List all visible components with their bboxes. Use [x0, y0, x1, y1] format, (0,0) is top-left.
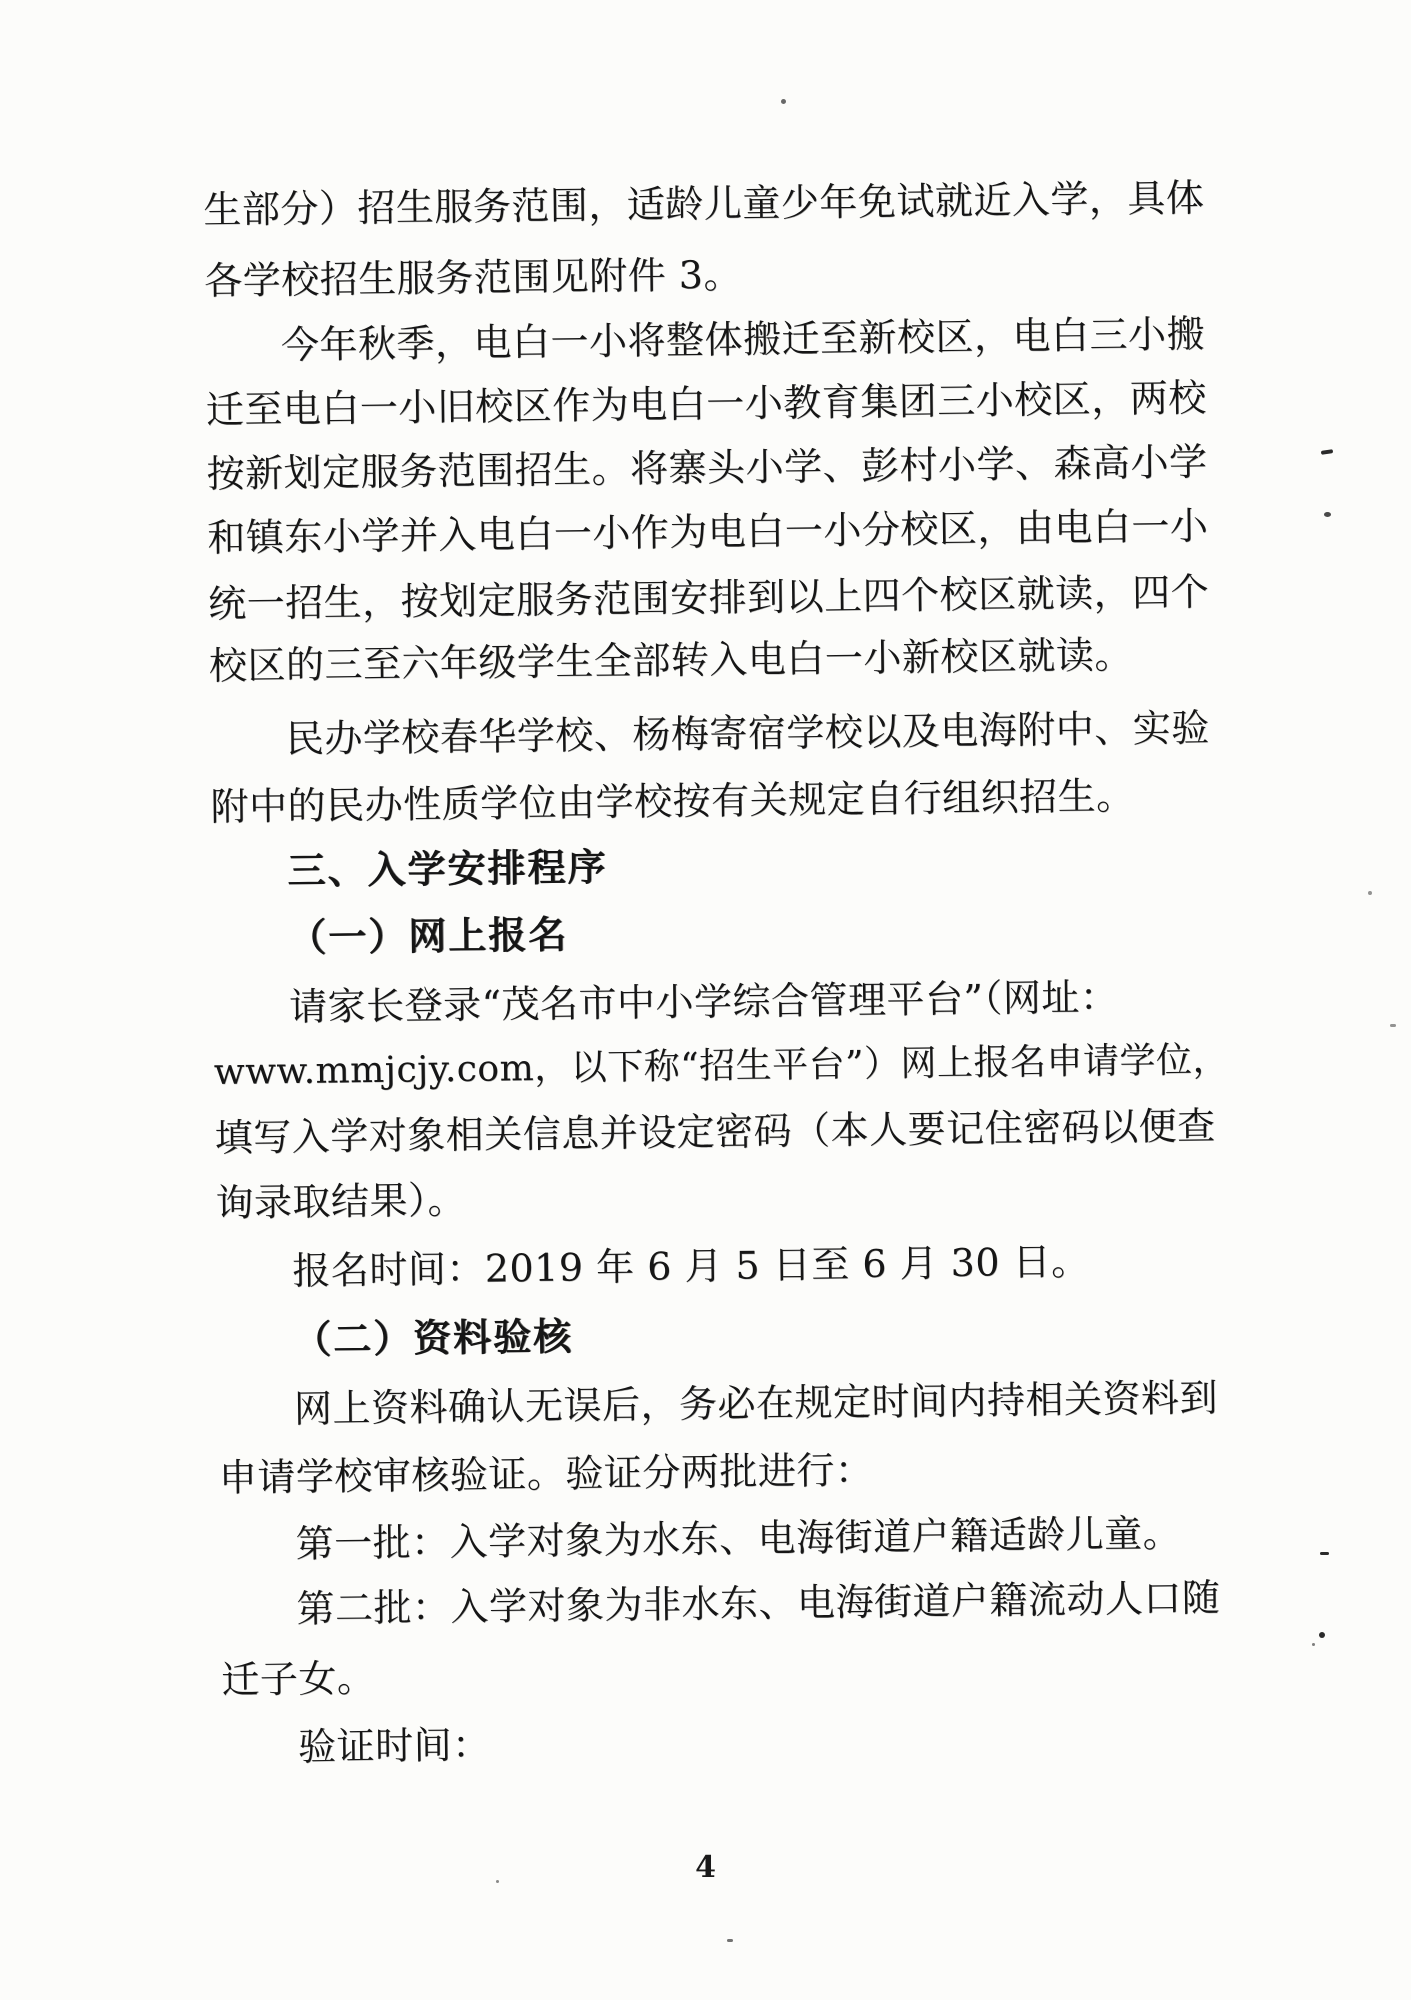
text-line-19: 网上资料确认无误后，务必在规定时间内持相关资料到 — [293, 1375, 1219, 1432]
text-line-17: 报名时间：2019 年 6 月 5 日至 6 月 30 日。 — [292, 1239, 1090, 1294]
text-line-url: www.mmjcjy.com，以下称“招生平台”）网上报名申请学位， — [213, 1039, 1230, 1093]
scan-dash-2 — [1320, 1552, 1329, 1555]
text-line-13: 请家长登录“茂名市中小学综合管理平台”（网址： — [288, 974, 1119, 1030]
text-line-7: 统一招生，按划定服务范围安排到以上四个校区就读，四个 — [207, 569, 1210, 626]
text-line-20: 申请学校审核验证。验证分两批进行： — [218, 1447, 874, 1500]
text-line-15: 填写入学对象相关信息并设定密码（本人要记住密码以便查 — [214, 1103, 1216, 1160]
text-line-9: 民办学校春华学校、杨梅寄宿学校以及电海附中、实验 — [285, 705, 1211, 762]
subsection-heading-2: （二）资料验核 — [292, 1314, 574, 1363]
section-heading: 三、入学安排程序 — [287, 845, 608, 894]
text-line-22: 第二批：入学对象为非水东、电海街道户籍流动人口随 — [296, 1575, 1221, 1631]
scan-speck-top — [781, 99, 786, 104]
text-line-16: 询录取结果）。 — [215, 1177, 467, 1225]
scan-dot-2 — [1319, 1632, 1325, 1638]
text-line-8: 校区的三至六年级学生全部转入电白一小新校区就读。 — [208, 632, 1134, 688]
scan-speck-right-1 — [1368, 891, 1372, 895]
scan-speck-bottom-2 — [727, 1939, 733, 1942]
text-line-23: 迁子女。 — [221, 1656, 376, 1702]
text-line-10: 附中的民办性质学位由学校按有关规定自行组织招生。 — [210, 773, 1135, 829]
text-line-2: 各学校招生服务范围见附件 3。 — [203, 252, 743, 304]
scan-speck-right-2 — [1390, 1024, 1396, 1027]
text-line-3: 今年秋季，电白一小将整体搬迁至新校区，电白三小搬 — [280, 311, 1206, 368]
text-line-24: 验证时间： — [297, 1722, 491, 1769]
text-line-1: 生部分）招生服务范围，适龄儿童少年免试就近入学，具体 — [203, 175, 1205, 233]
text-line-6: 和镇东小学并入电白一小作为电白一小分校区，由电白一小 — [207, 503, 1209, 560]
text-line-4: 迁至电白一小旧校区作为电白一小教育集团三小校区，两校 — [205, 375, 1208, 433]
subsection-heading-1: （一）网上报名 — [287, 912, 569, 961]
text-line-5: 按新划定服务范围招生。将寨头小学、彭村小学、森高小学 — [206, 439, 1208, 497]
scan-dot-1 — [1324, 512, 1331, 517]
text-line-21: 第一批：入学对象为水东、电海街道户籍适龄儿童。 — [295, 1511, 1182, 1566]
scan-dot-3 — [1312, 1643, 1315, 1646]
page-number: 4 — [695, 1850, 716, 1885]
